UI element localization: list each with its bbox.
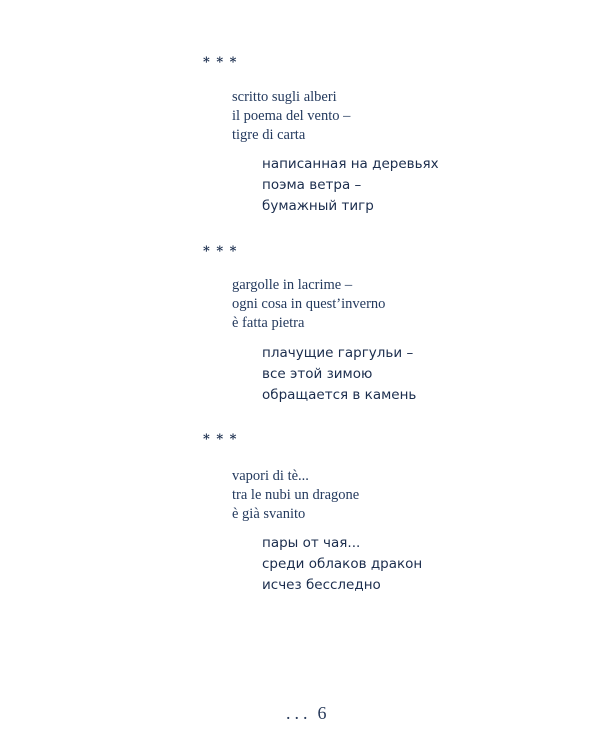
italian-line: tra le nubi un dragone — [232, 487, 360, 503]
italian-line: è fatta pietra — [232, 315, 305, 331]
italian-line: gargolle in lacrime – — [232, 277, 353, 293]
section-separator: * * * — [203, 432, 238, 447]
russian-stanza — [262, 154, 439, 217]
italian-line: ogni cosa in quest’inverno — [232, 296, 386, 312]
russian-line: написанная на деревьях — [262, 156, 439, 172]
russian-line: пары от чая... — [262, 535, 361, 551]
italian-line: scritto sugli alberi — [232, 89, 337, 105]
russian-stanza — [262, 533, 422, 596]
page-number-dots: ... — [286, 703, 312, 723]
italian-line: tigre di carta — [232, 127, 306, 143]
italian-stanza — [232, 88, 350, 145]
russian-line: плачущие гаргульи – — [262, 345, 414, 361]
italian-line: è già svanito — [232, 506, 306, 522]
russian-line: среди облаков дракон — [262, 556, 423, 572]
italian-stanza — [232, 467, 359, 524]
russian-line: все этой зимою — [262, 366, 373, 382]
russian-line: обращается в камень — [262, 387, 417, 403]
russian-stanza — [262, 343, 416, 406]
russian-line: поэма ветра – — [262, 177, 362, 193]
russian-line: бумажный тигр — [262, 198, 374, 214]
russian-line: исчез бесследно — [262, 577, 381, 593]
italian-line: vapori di tè... — [232, 468, 309, 484]
page-number — [286, 703, 327, 724]
italian-stanza — [232, 276, 385, 333]
section-separator: * * * — [203, 55, 238, 70]
italian-line: il poema del vento – — [232, 108, 351, 124]
section-separator: * * * — [203, 244, 238, 259]
page-number-value: 6 — [317, 703, 327, 723]
